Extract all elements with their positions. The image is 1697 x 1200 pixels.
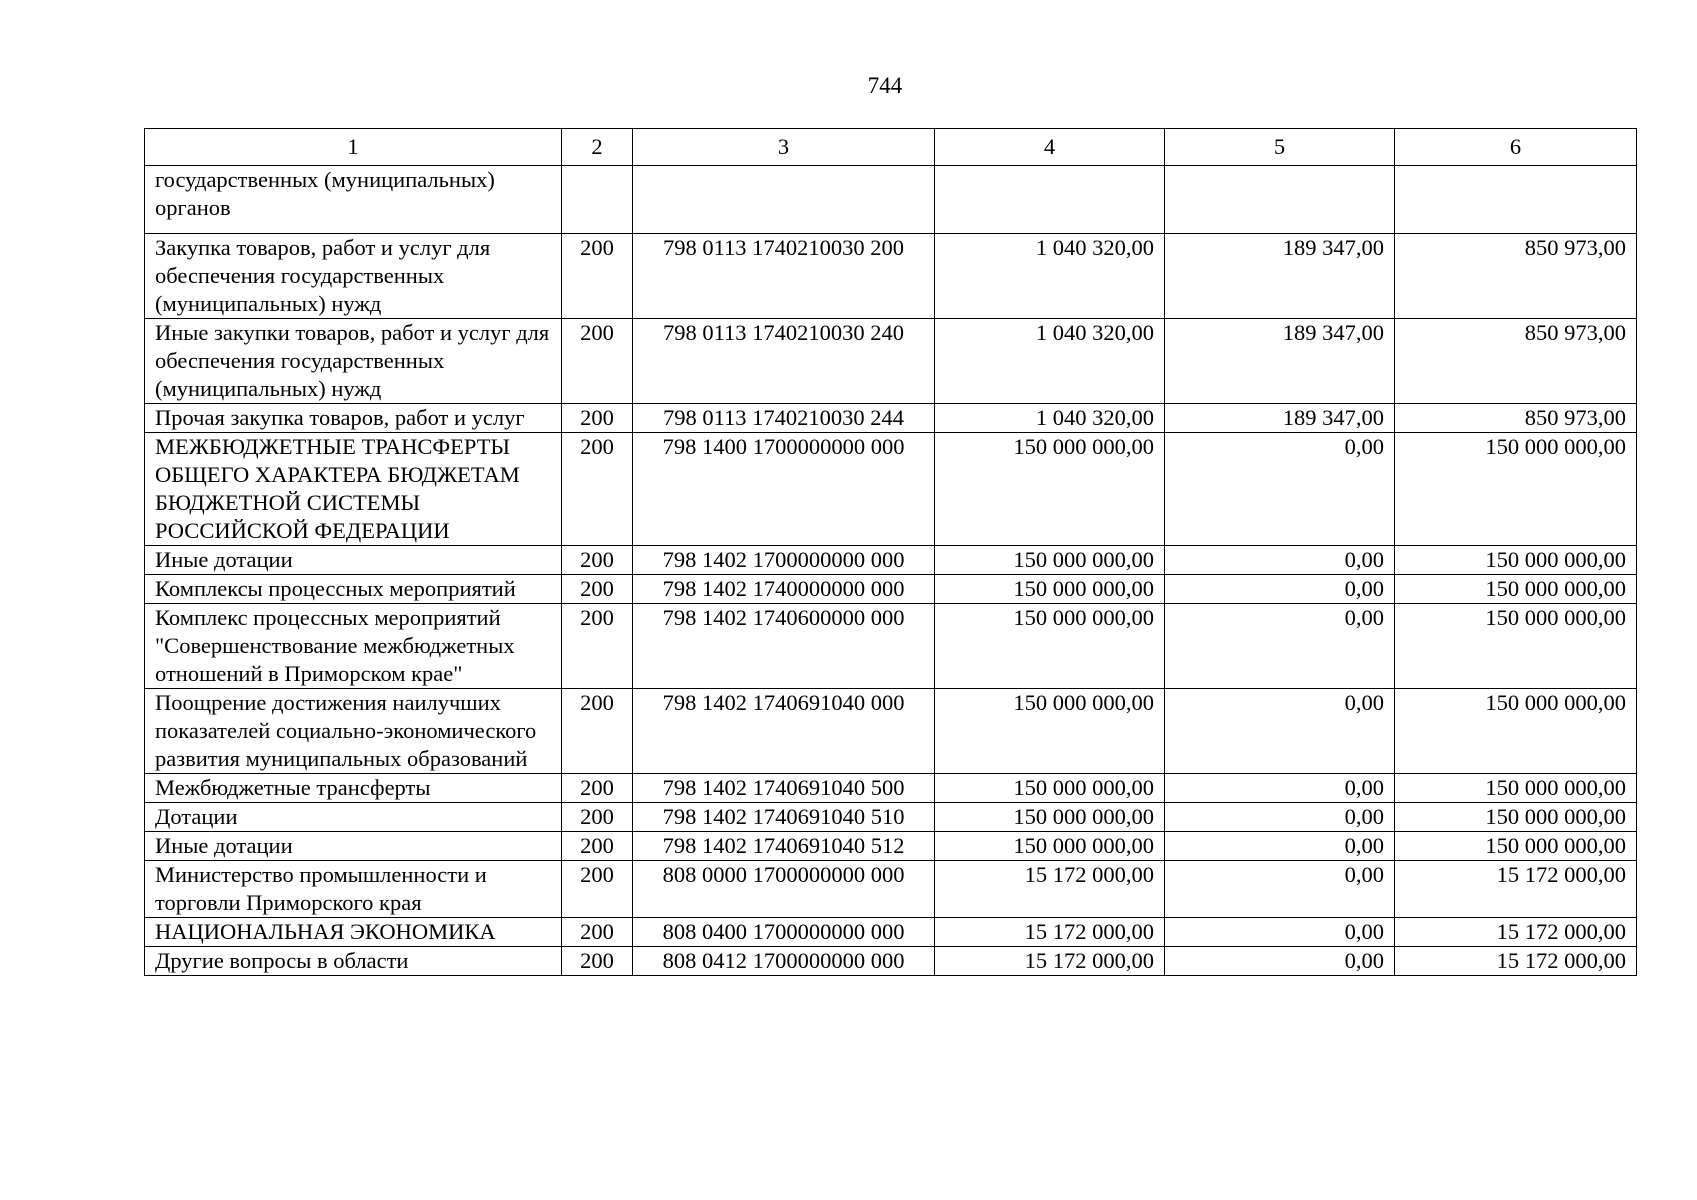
row-name: государственных (муниципальных) органов	[145, 166, 562, 234]
page-number: 744	[867, 73, 903, 98]
row-col2	[562, 166, 633, 234]
row-code: 798 1402 1740691040 000	[633, 689, 935, 774]
row-code: 798 1402 1740000000 000	[633, 575, 935, 604]
row-value-5: 0,00	[1165, 774, 1395, 803]
row-name: Дотации	[145, 803, 562, 832]
row-code: 798 1402 1740691040 500	[633, 774, 935, 803]
row-value-5: 0,00	[1165, 947, 1395, 976]
table-row	[145, 689, 1637, 774]
row-value-6: 850 973,00	[1395, 234, 1637, 319]
header-row	[145, 129, 1637, 166]
row-value-4	[935, 166, 1165, 234]
row-code: 808 0412 1700000000 000	[633, 947, 935, 976]
table-row	[145, 774, 1637, 803]
row-value-4: 15 172 000,00	[935, 947, 1165, 976]
table-body	[145, 166, 1637, 976]
row-name: Прочая закупка товаров, работ и услуг	[145, 404, 562, 433]
row-name: Иные закупки товаров, работ и услуг для обеспечения государственных (муниципальных) нужд	[145, 319, 562, 404]
row-value-6: 150 000 000,00	[1395, 433, 1637, 546]
row-value-5: 189 347,00	[1165, 404, 1395, 433]
row-value-4: 150 000 000,00	[935, 433, 1165, 546]
row-value-4: 150 000 000,00	[935, 803, 1165, 832]
table-row	[145, 947, 1637, 976]
budget-table	[144, 128, 1637, 976]
row-value-5: 0,00	[1165, 604, 1395, 689]
row-col2: 200	[562, 861, 633, 918]
row-value-6: 150 000 000,00	[1395, 546, 1637, 575]
row-value-5: 0,00	[1165, 433, 1395, 546]
row-col2: 200	[562, 774, 633, 803]
row-value-4: 150 000 000,00	[935, 604, 1165, 689]
row-col2: 200	[562, 947, 633, 976]
row-value-4: 15 172 000,00	[935, 918, 1165, 947]
row-code: 798 0113 1740210030 244	[633, 404, 935, 433]
column-header-6: 6	[1395, 129, 1637, 166]
row-value-5: 0,00	[1165, 689, 1395, 774]
table-row	[145, 918, 1637, 947]
row-col2: 200	[562, 433, 633, 546]
row-value-4: 150 000 000,00	[935, 575, 1165, 604]
table-row	[145, 546, 1637, 575]
column-header-3: 3	[633, 129, 935, 166]
table-row	[145, 575, 1637, 604]
row-col2: 200	[562, 575, 633, 604]
row-code: 798 1402 1740691040 510	[633, 803, 935, 832]
row-code: 798 1402 1700000000 000	[633, 546, 935, 575]
row-value-4: 150 000 000,00	[935, 689, 1165, 774]
column-header-4: 4	[935, 129, 1165, 166]
table-row	[145, 861, 1637, 918]
row-value-6	[1395, 166, 1637, 234]
row-value-4: 15 172 000,00	[935, 861, 1165, 918]
row-code: 798 0113 1740210030 240	[633, 319, 935, 404]
row-name: Закупка товаров, работ и услуг для обеспечения государственных (муниципальных) нужд	[145, 234, 562, 319]
row-value-4: 150 000 000,00	[935, 774, 1165, 803]
row-value-6: 150 000 000,00	[1395, 575, 1637, 604]
row-col2: 200	[562, 832, 633, 861]
row-value-5: 0,00	[1165, 575, 1395, 604]
column-header-2: 2	[562, 129, 633, 166]
row-code: 808 0400 1700000000 000	[633, 918, 935, 947]
row-name: Поощрение достижения наилучших показателей социально-экономического развития муниципальных образований	[145, 689, 562, 774]
row-value-6: 150 000 000,00	[1395, 774, 1637, 803]
row-value-6: 15 172 000,00	[1395, 918, 1637, 947]
table-row	[145, 234, 1637, 319]
row-value-5: 0,00	[1165, 918, 1395, 947]
row-name: Министерство промышленности и торговли Приморского края	[145, 861, 562, 918]
row-value-5	[1165, 166, 1395, 234]
table-row	[145, 832, 1637, 861]
row-name: Комплексы процессных мероприятий	[145, 575, 562, 604]
row-value-4: 1 040 320,00	[935, 234, 1165, 319]
row-col2: 200	[562, 918, 633, 947]
row-name: МЕЖБЮДЖЕТНЫЕ ТРАНСФЕРТЫ ОБЩЕГО ХАРАКТЕРА БЮДЖЕТАМ БЮДЖЕТНОЙ СИСТЕМЫ РОССИЙСКОЙ ФЕДЕРАЦИИ	[145, 433, 562, 546]
row-col2: 200	[562, 234, 633, 319]
row-value-4: 1 040 320,00	[935, 404, 1165, 433]
row-col2: 200	[562, 404, 633, 433]
table-row	[145, 404, 1637, 433]
row-code: 808 0000 1700000000 000	[633, 861, 935, 918]
row-code: 798 0113 1740210030 200	[633, 234, 935, 319]
row-name: Иные дотации	[145, 546, 562, 575]
row-value-6: 150 000 000,00	[1395, 604, 1637, 689]
row-value-6: 850 973,00	[1395, 404, 1637, 433]
row-col2: 200	[562, 319, 633, 404]
row-value-6: 15 172 000,00	[1395, 861, 1637, 918]
row-value-4: 1 040 320,00	[935, 319, 1165, 404]
row-value-5: 0,00	[1165, 861, 1395, 918]
row-name: Комплекс процессных мероприятий "Совершенствование межбюджетных отношений в Приморском крае"	[145, 604, 562, 689]
column-header-1: 1	[145, 129, 562, 166]
row-col2: 200	[562, 803, 633, 832]
row-code: 798 1402 1740600000 000	[633, 604, 935, 689]
row-name: Другие вопросы в области	[145, 947, 562, 976]
row-value-6: 850 973,00	[1395, 319, 1637, 404]
row-name: Межбюджетные трансферты	[145, 774, 562, 803]
table-row	[145, 166, 1637, 234]
row-value-5: 0,00	[1165, 546, 1395, 575]
row-value-5: 0,00	[1165, 803, 1395, 832]
row-value-6: 15 172 000,00	[1395, 947, 1637, 976]
row-value-5: 0,00	[1165, 832, 1395, 861]
row-name: НАЦИОНАЛЬНАЯ ЭКОНОМИКА	[145, 918, 562, 947]
row-value-6: 150 000 000,00	[1395, 689, 1637, 774]
row-col2: 200	[562, 546, 633, 575]
row-value-5: 189 347,00	[1165, 234, 1395, 319]
row-code: 798 1400 1700000000 000	[633, 433, 935, 546]
row-value-4: 150 000 000,00	[935, 832, 1165, 861]
table-row	[145, 803, 1637, 832]
table-row	[145, 604, 1637, 689]
column-header-5: 5	[1165, 129, 1395, 166]
table-row	[145, 433, 1637, 546]
row-value-4: 150 000 000,00	[935, 546, 1165, 575]
table-row	[145, 319, 1637, 404]
row-code: 798 1402 1740691040 512	[633, 832, 935, 861]
row-col2: 200	[562, 604, 633, 689]
row-value-5: 189 347,00	[1165, 319, 1395, 404]
row-name: Иные дотации	[145, 832, 562, 861]
row-col2: 200	[562, 689, 633, 774]
row-value-6: 150 000 000,00	[1395, 803, 1637, 832]
row-value-6: 150 000 000,00	[1395, 832, 1637, 861]
row-code	[633, 166, 935, 234]
